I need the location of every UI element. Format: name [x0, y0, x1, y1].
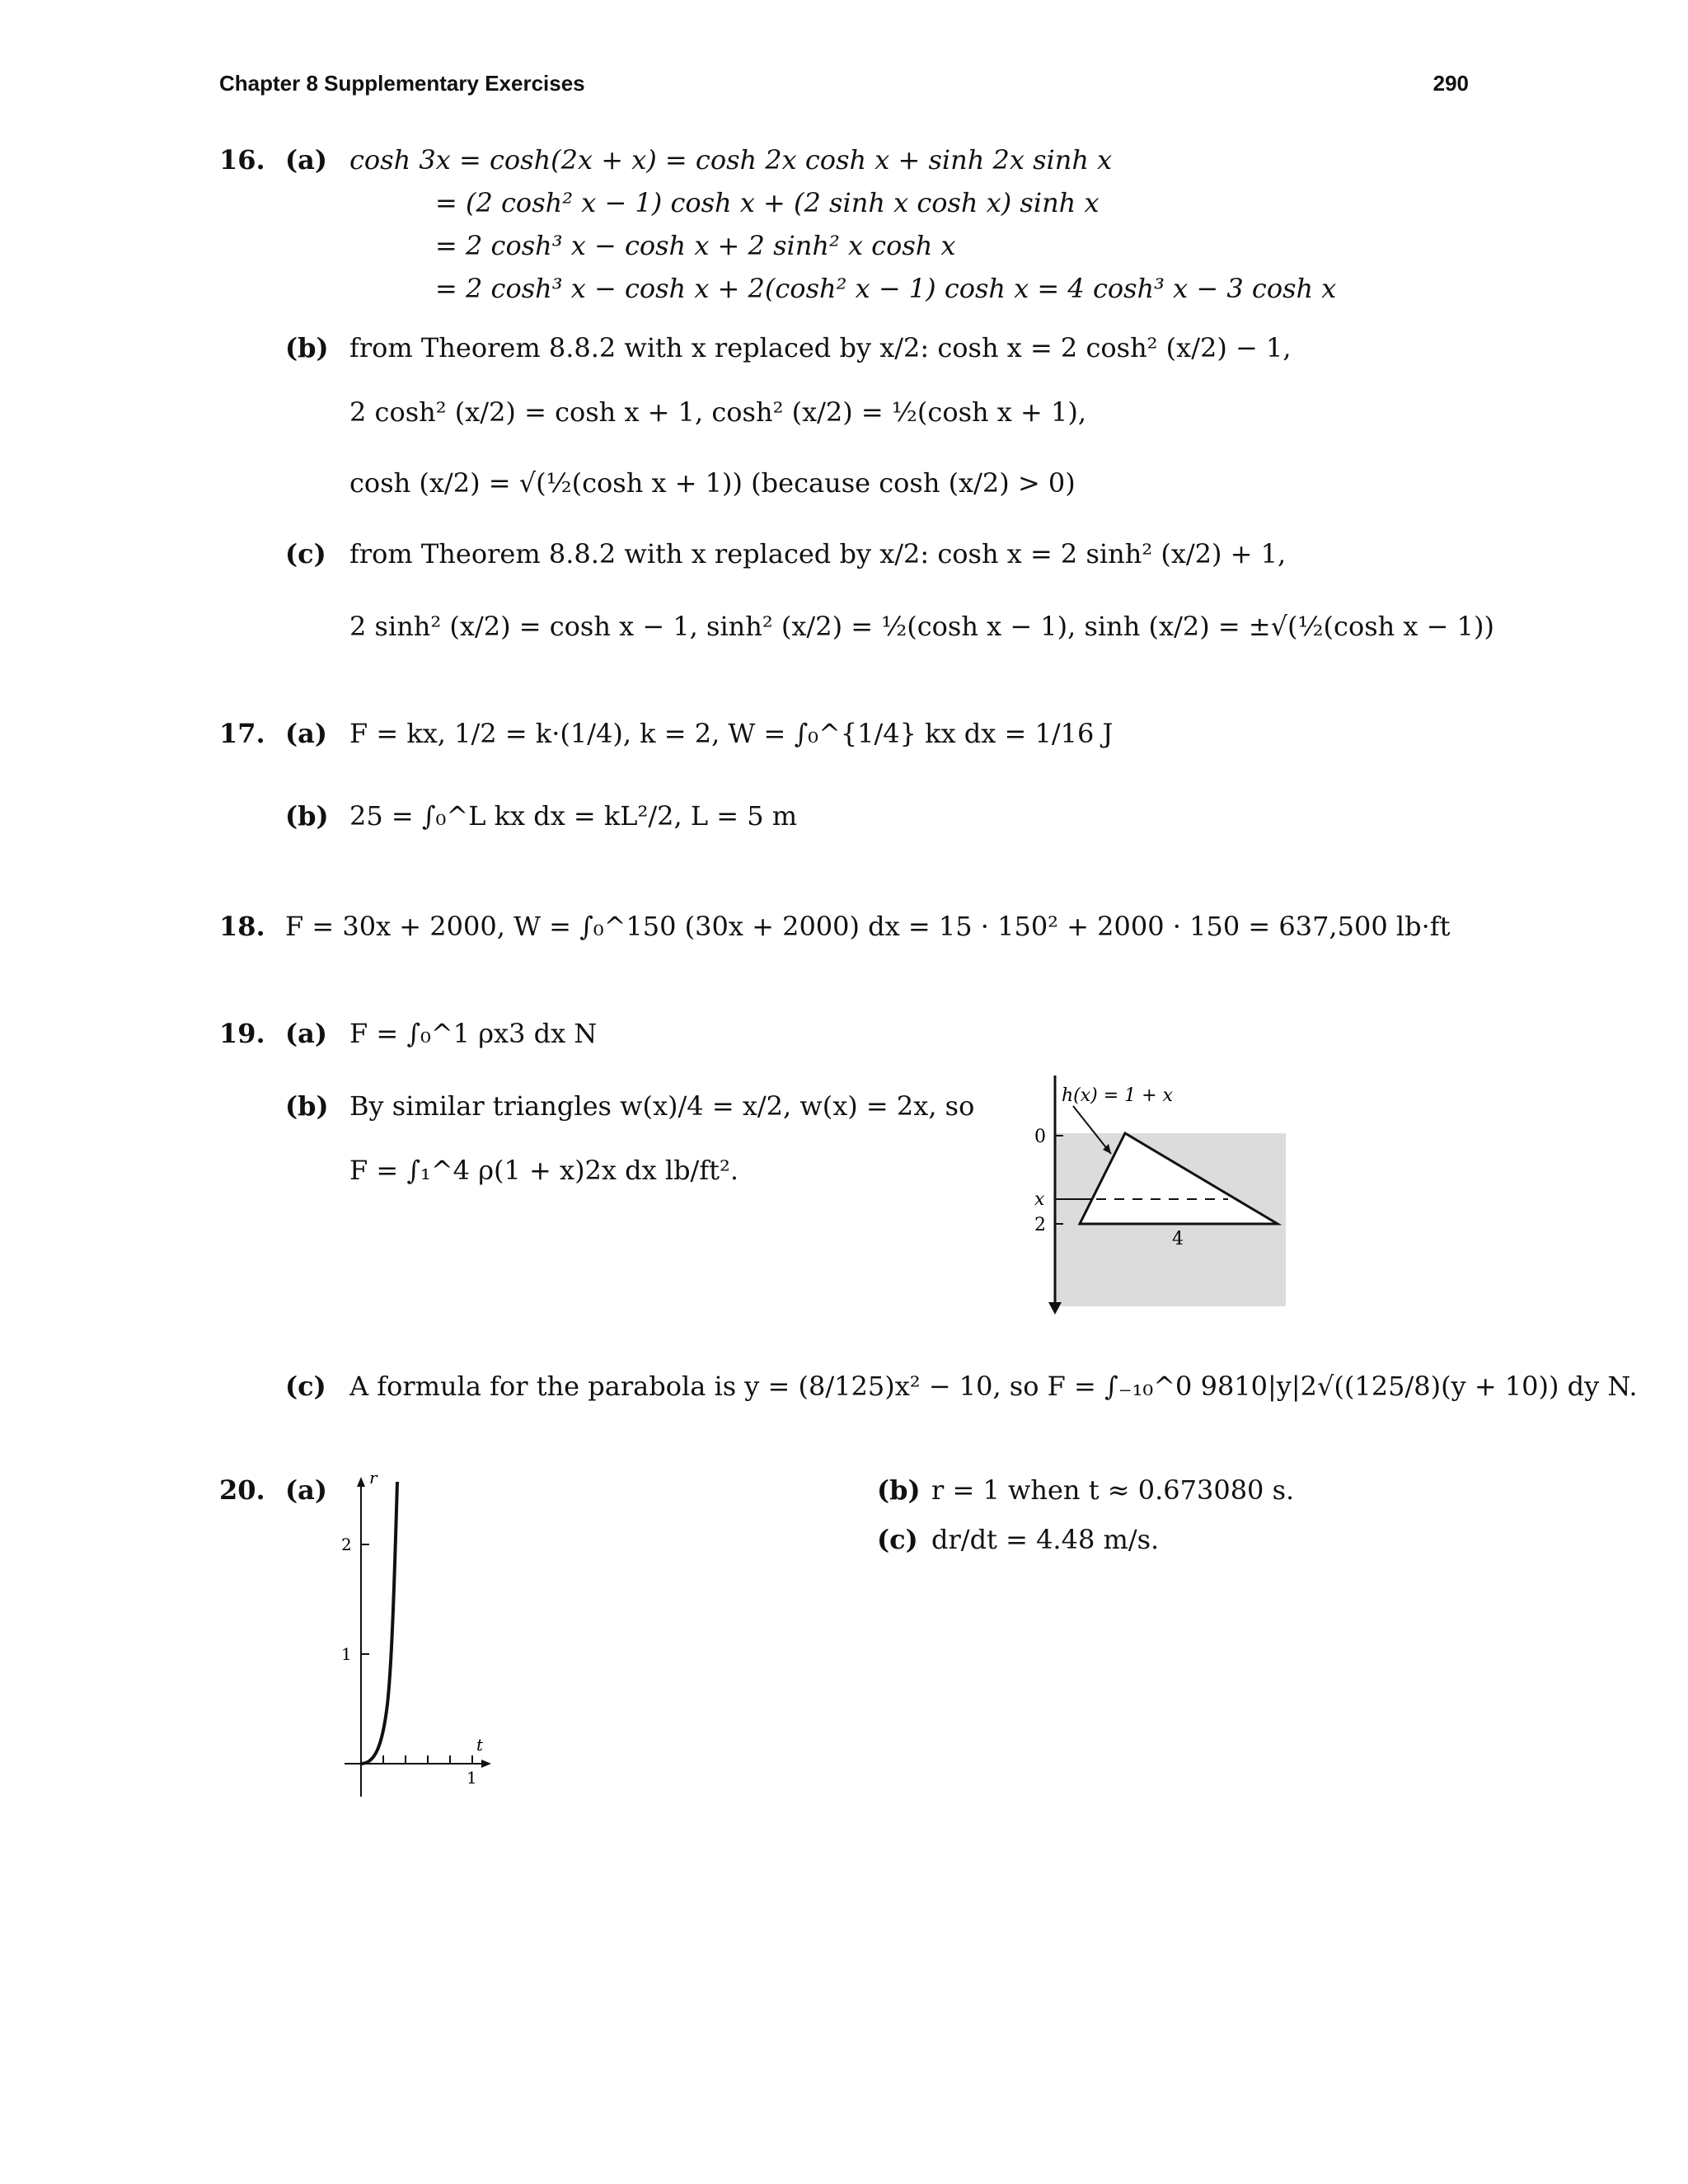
ex16-a-label: (a) — [285, 144, 328, 176]
t-axis-label: t — [476, 1735, 484, 1755]
ex19-b-line2: F = ∫₁^4 ρ(1 + x)2x dx lb/ft². — [349, 1155, 739, 1186]
depth-axis-arrow — [1048, 1302, 1062, 1315]
r-axis-label: r — [369, 1474, 377, 1488]
chapter-title: Chapter 8 Supplementary Exercises — [219, 71, 585, 96]
ex16-b-line2: 2 cosh² (x/2) = cosh x + 1, cosh² (x/2) = ½(cosh x + 1), — [349, 396, 1086, 428]
exercise-17-number: 17. — [219, 718, 265, 749]
ex16-a-line1: cosh 3x = cosh(2x + x) = cosh 2x cosh x + sinh 2x sinh x — [349, 144, 1113, 176]
ex16-c-line2: 2 sinh² (x/2) = cosh x − 1, sinh² (x/2) = ½(cosh x − 1), sinh (x/2) = ±√(½(cosh x − 1)) — [349, 611, 1494, 642]
tick-0-label: 0 — [1034, 1127, 1046, 1147]
ex20-b-line: r = 1 when t ≈ 0.673080 s. — [931, 1474, 1295, 1506]
r-vs-t-graph — [330, 1474, 511, 1803]
ex19-a-line: F = ∫₀^1 ρx3 dx N — [349, 1018, 598, 1049]
ex16-c-line1: from Theorem 8.8.2 with x replaced by x/2: cosh x = 2 sinh² (x/2) + 1, — [349, 538, 1287, 569]
exercise-19-number: 19. — [219, 1018, 265, 1049]
r-tick-2-label: 2 — [341, 1535, 352, 1554]
ex16-a-line4: = 2 cosh³ x − cosh x + 2(cosh² x − 1) cosh x = 4 cosh³ x − 3 cosh x — [435, 273, 1337, 304]
ex16-a-line3: = 2 cosh³ x − cosh x + 2 sinh² x cosh x — [435, 230, 956, 261]
exercise-16-number: 16. — [219, 144, 265, 176]
ex17-b-line: 25 = ∫₀^L kx dx = kL²/2, L = 5 m — [349, 800, 798, 832]
base-label: 4 — [1172, 1229, 1184, 1249]
ex20-c-label: (c) — [877, 1524, 918, 1555]
h-label: h(x) = 1 + x — [1062, 1085, 1173, 1106]
ex18-line: F = 30x + 2000, W = ∫₀^150 (30x + 2000) dx = 15 · 150² + 2000 · 150 = 637,500 lb·ft — [285, 911, 1451, 942]
ex16-b-line1: from Theorem 8.8.2 with x replaced by x/2: cosh x = 2 cosh² (x/2) − 1, — [349, 332, 1292, 363]
t-tick-1-label: 1 — [467, 1768, 477, 1788]
tick-2-label: 2 — [1034, 1215, 1046, 1235]
ex20-a-label: (a) — [285, 1474, 328, 1506]
r-curve — [361, 1482, 397, 1764]
ex16-b-line3: cosh (x/2) = √(½(cosh x + 1)) (because cosh (x/2) > 0) — [349, 467, 1076, 499]
page-header — [219, 71, 1469, 104]
tick-x-label: x — [1034, 1189, 1045, 1210]
ex19-c-label: (c) — [285, 1371, 326, 1402]
r-tick-1-label: 1 — [341, 1644, 352, 1664]
ex20-c-line: dr/dt = 4.48 m/s. — [931, 1524, 1160, 1555]
ex20-b-label: (b) — [877, 1474, 921, 1506]
ex16-c-label: (c) — [285, 538, 326, 569]
ex16-a-line2: = (2 cosh² x − 1) cosh x + (2 sinh x cosh x) sinh x — [435, 187, 1100, 218]
ex17-a-line: F = kx, 1/2 = k·(1/4), k = 2, W = ∫₀^{1/4} kx dx = 1/16 J — [349, 718, 1114, 749]
t-axis-arrow — [481, 1760, 491, 1768]
ex17-b-label: (b) — [285, 800, 329, 832]
exercise-20-number: 20. — [219, 1474, 265, 1506]
ex17-a-label: (a) — [285, 718, 328, 749]
exercise-18-number: 18. — [219, 911, 265, 942]
triangle-figure — [1030, 1071, 1302, 1319]
ex19-a-label: (a) — [285, 1018, 328, 1049]
r-axis-arrow — [357, 1477, 365, 1487]
page-number: 290 — [1432, 71, 1469, 96]
ex16-b-label: (b) — [285, 332, 329, 363]
ex19-c-line: A formula for the parabola is y = (8/125)x² − 10, so F = ∫₋₁₀^0 9810|y|2√((125/8)(y + 10)) dy N. — [349, 1371, 1638, 1402]
ex19-b-label: (b) — [285, 1090, 329, 1122]
ex19-b-line1: By similar triangles w(x)/4 = x/2, w(x) = 2x, so — [349, 1090, 975, 1122]
